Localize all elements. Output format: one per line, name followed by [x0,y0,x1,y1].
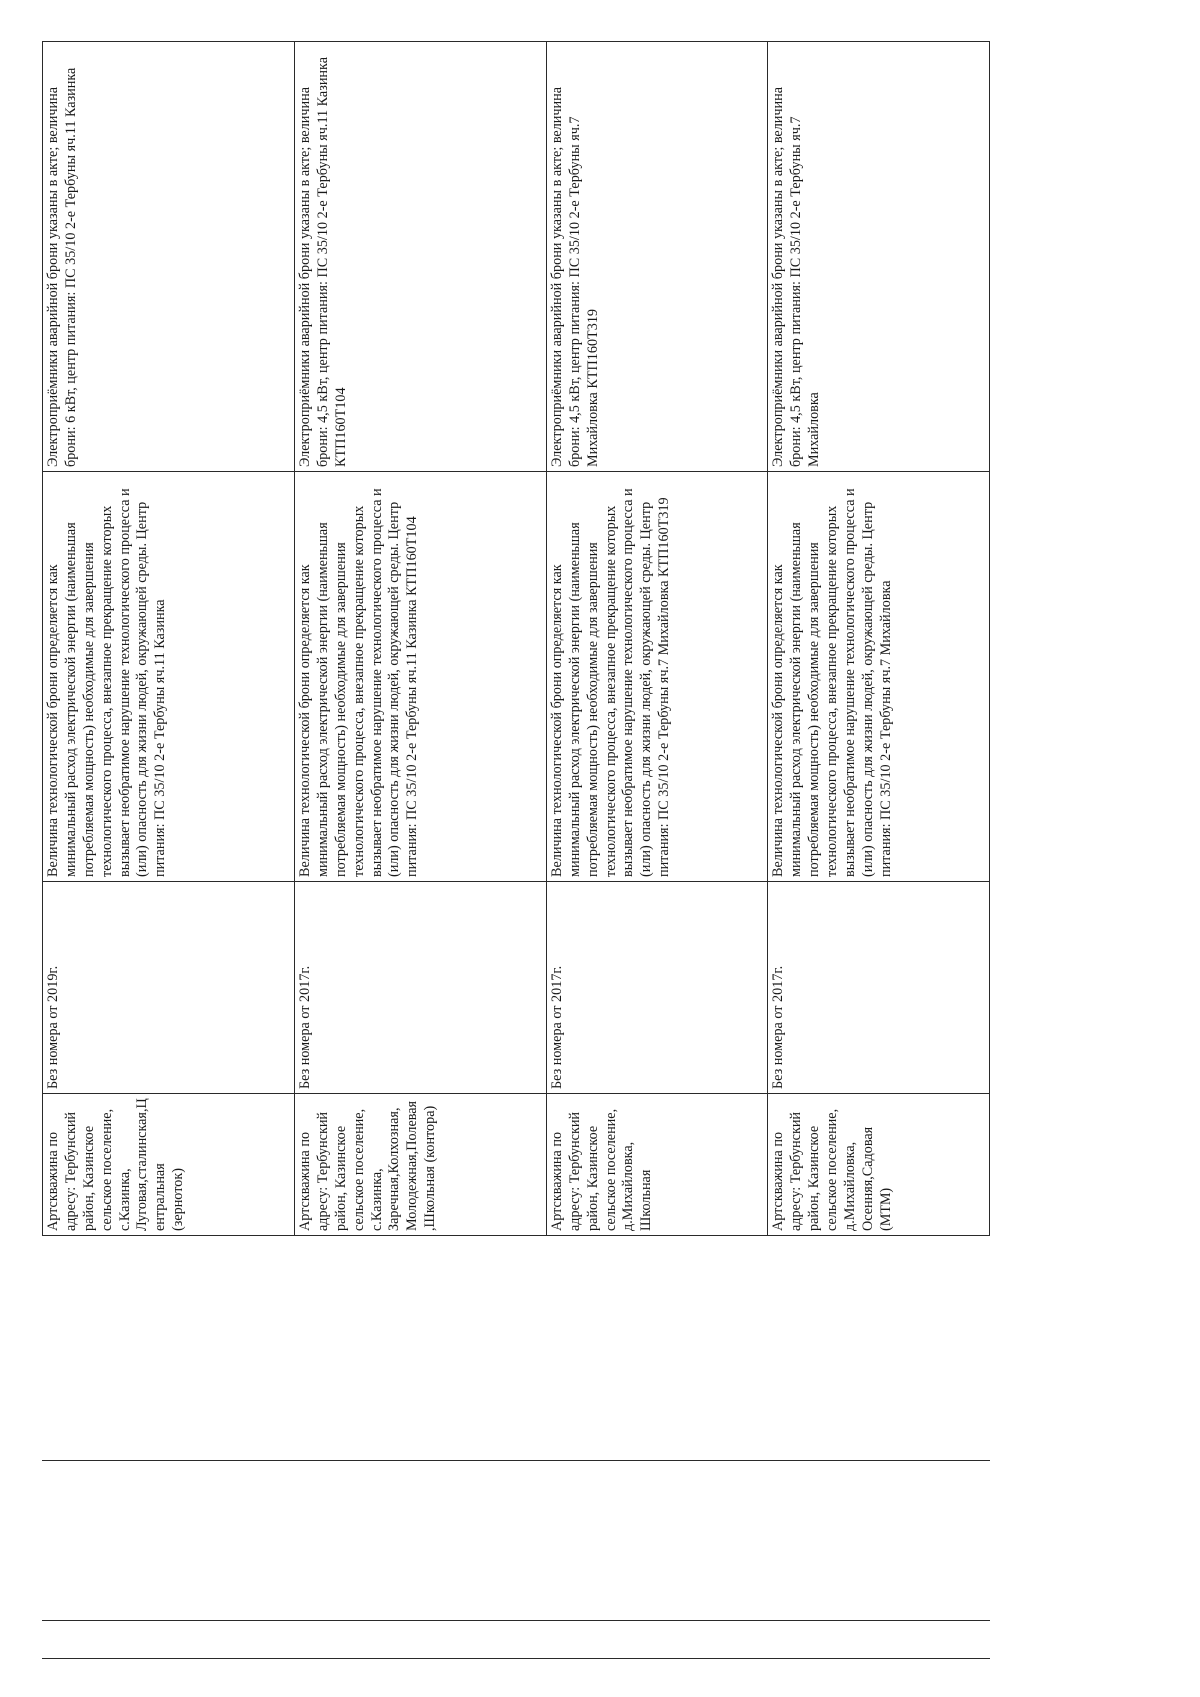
tech-reserve-cell: Величина технологической брони определяется как минимальный расход электрической энергии (наименьшая потребляемая мощность) необходимые для завершения технологического процесса, внезапное прекращение которых вызывает необратимое нарушение технологического процесса и (или) опасность для жизни людей, окружающей среды. Центр питания: ПС 35/10 2-е Тербуны яч.11 Казинка КТП160Т104 [294,472,546,882]
rotated-table-wrapper [42,42,990,1236]
emergency-reserve-cell: Электроприёмники аварийной брони указаны в акте; величина брони: 6 кВт, центр питания: ПС 35/10 2-е Тербуны яч.11 Казинка [43,42,295,472]
object-address-cell: Артскважина по адресу: Тербунский район, Казинское сельское поселение, д.Михайловка, Осенняя,Садовая (МТМ) [768,1094,990,1236]
reserve-table [42,41,990,1236]
object-address-cell: Артскважина по адресу: Тербунский район, Казинское сельское поселение, д.Михайловка, Школьная [546,1094,768,1236]
rotated-table-frame [42,42,990,1236]
table-row [43,42,295,1236]
object-address-cell: Артскважина по адресу: Тербунский район, Казинское сельское поселение, с.Казинка, Заречная,Колхозная,Молодежная,Полевая,Школьная (контора) [294,1094,546,1236]
emergency-reserve-cell: Электроприёмники аварийной брони указаны в акте; величина брони: 4,5 кВт, центр питания: ПС 35/10 2-е Тербуны яч.7 Михайловка [768,42,990,472]
tech-reserve-cell: Величина технологической брони определяется как минимальный расход электрической энергии (наименьшая потребляемая мощность) необходимые для завершения технологического процесса, внезапное прекращение которых вызывает необратимое нарушение технологического процесса и (или) опасность для жизни людей, окружающей среды. Центр питания: ПС 35/10 2-е Тербуны яч.7 Михайловка КТП160Т319 [546,472,768,882]
act-cell: Без номера от 2017г. [294,882,546,1094]
separator-line [42,1460,990,1461]
table-row [546,42,768,1236]
table-row [768,42,990,1236]
act-cell: Без номера от 2017г. [546,882,768,1094]
emergency-reserve-cell: Электроприёмники аварийной брони указаны в акте; величина брони: 4,5 кВт, центр питания: ПС 35/10 2-е Тербуны яч.11 Казинка КТП160Т104 [294,42,546,472]
act-cell: Без номера от 2017г. [768,882,990,1094]
separator-line [42,1620,990,1621]
object-address-cell: Артскважина по адресу: Тербунский район, Казинское сельское поселение, с.Казинка, Луговая,сталинская,Центральная (зерноток) [43,1094,295,1236]
tech-reserve-cell: Величина технологической брони определяется как минимальный расход электрической энергии (наименьшая потребляемая мощность) необходимые для завершения технологического процесса, внезапное прекращение которых вызывает необратимое нарушение технологического процесса и (или) опасность для жизни людей, окружающей среды. Центр питания: ПС 35/10 2-е Тербуны яч.7 Михайловка [768,472,990,882]
separator-line [42,1658,990,1659]
act-cell: Без номера от 2019г. [43,882,295,1094]
emergency-reserve-cell: Электроприёмники аварийной брони указаны в акте; величина брони: 4,5 кВт, центр питания: ПС 35/10 2-е Тербуны яч.7 Михайловка КТП160Т319 [546,42,768,472]
tech-reserve-cell: Величина технологической брони определяется как минимальный расход электрической энергии (наименьшая потребляемая мощность) необходимые для завершения технологического процесса, внезапное прекращение которых вызывает необратимое нарушение технологического процесса и (или) опасность для жизни людей, окружающей среды. Центр питания: ПС 35/10 2-е Тербуны яч.11 Казинка [43,472,295,882]
table-row [294,42,546,1236]
